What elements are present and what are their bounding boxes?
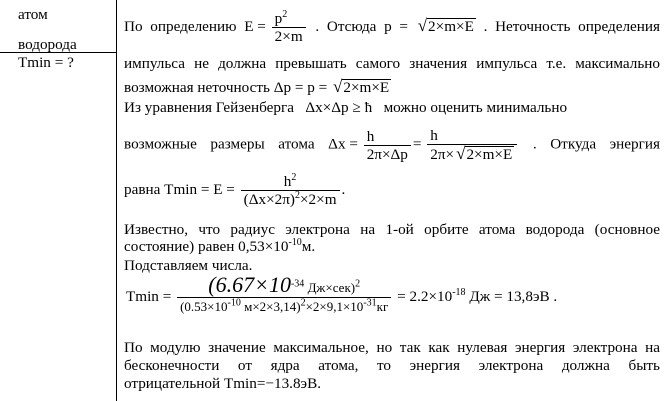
find-tmin: Tmin = ? <box>18 54 74 71</box>
solution-line-4: Из уравнения Гейзенберга Δx×Δp ≥ ħ можно оценить минимально <box>124 99 568 116</box>
formula-dx: Δx = $\frac{h}{2\pi\times\Delta p}$ = $\frac{h}{2\pi\times √2\times m\times E}$ <box>328 127 519 163</box>
solution-line-10: По модулю значение максимальное, но так как нулевая энергия электрона на <box>124 339 660 356</box>
solution-line-12: отрицательной Tmin=−13.8эВ. <box>124 375 321 392</box>
solution-line-3: возможная неточность Δp = p = √2×m×E <box>124 77 390 96</box>
given-divider <box>0 52 117 53</box>
solution-line-8: состояние) равен $0,53\times 10^{-10}м$. <box>124 236 316 255</box>
formula-momentum: p = √2×m×E <box>384 15 474 35</box>
formula-dp: Δp = p = √2×m×E <box>273 77 390 96</box>
formula-tmin-symbolic: Tmin = E = $\frac{h^2}{(\Delta x\times 2\pi)^2\times 2\times m}$ . <box>164 171 346 208</box>
formula-heisenberg: Δx×Δp ≥ ħ <box>305 99 373 116</box>
solution-line-1: По определению E = $\frac{p^2}{2\times m}$ . Отсюда p = √2×m×E . Неточность определения <box>124 8 661 45</box>
solution-column <box>118 0 672 401</box>
solution-line-11: бесконечности от ядра атома, то энергия электрона должна быть <box>124 357 660 374</box>
given-hydrogen: водорода <box>18 36 77 53</box>
formula-tmin-numeric: Tmin = $\frac{(6.67\times 10^{-34} Дж\times сек)^2}{(0.53\times 10^{-10} м\times 2\times 3,14)^2\times 2\times 9,1\times 10^{-31}кг}$ = $2.2\times 10^{-18}$ Дж = 13,8эВ . <box>126 272 558 314</box>
formula-energy-fraction: $\frac{p^2}{2\times m}$ <box>272 10 306 45</box>
solution-line-9: Подставляем числа. <box>124 257 253 274</box>
given-atom: атом <box>18 6 48 23</box>
solution-line-5: возможные размеры атома Δx = $\frac{h}{2\pi\times\Delta p}$ = $\frac{h}{2\pi\times √2\times m\times E}$ . Откуда энергия <box>124 127 660 163</box>
given-column <box>0 0 117 401</box>
solution-line-2: импульса не должна превышать самого значения импульса т.е. максимально <box>124 55 660 72</box>
solution-line-7: Известно, что радиус электрона на 1-ой орбите атома водорода (основное <box>124 221 660 238</box>
solution-line-6: равна Tmin = E = $\frac{h^2}{(\Delta x\times 2\pi)^2\times 2\times m}$ . <box>124 171 346 208</box>
